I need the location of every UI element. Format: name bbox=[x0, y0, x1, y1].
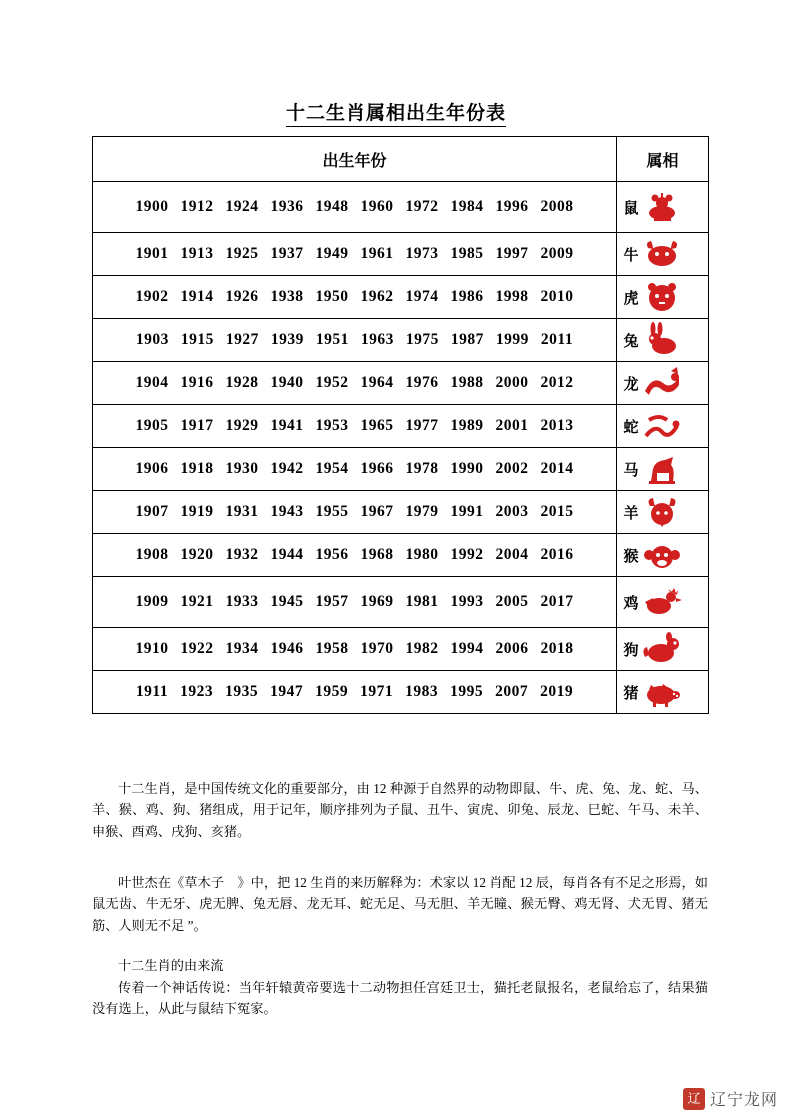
year-value: 1916 bbox=[180, 374, 214, 391]
sign-cell bbox=[617, 319, 709, 362]
year-value: 1901 bbox=[135, 245, 169, 262]
year-value: 1975 bbox=[405, 331, 439, 348]
year-value: 1935 bbox=[225, 683, 259, 700]
sign-cell bbox=[617, 534, 709, 577]
sign-inner bbox=[617, 577, 708, 627]
year-value: 1981 bbox=[405, 593, 439, 610]
rooster-icon bbox=[641, 584, 683, 620]
years-cell bbox=[93, 405, 617, 448]
page-title bbox=[0, 98, 792, 125]
year-value: 1905 bbox=[135, 417, 169, 434]
year-value: 2005 bbox=[495, 593, 529, 610]
year-value: 1911 bbox=[135, 683, 169, 700]
years-cell bbox=[93, 319, 617, 362]
sign-character: 鸡 bbox=[623, 595, 639, 612]
year-value: 1973 bbox=[405, 245, 439, 262]
year-value: 1965 bbox=[360, 417, 394, 434]
year-value: 2011 bbox=[540, 331, 574, 348]
year-value: 2007 bbox=[495, 683, 529, 700]
table-header-row bbox=[93, 137, 709, 182]
year-value: 2003 bbox=[495, 503, 529, 520]
year-value: 1940 bbox=[270, 374, 304, 391]
year-value: 1925 bbox=[225, 245, 259, 262]
sign-character: 兔 bbox=[623, 333, 639, 350]
year-value: 2012 bbox=[540, 374, 574, 391]
snake-icon bbox=[641, 408, 683, 444]
watermark-text: 辽宁龙网 bbox=[709, 1092, 778, 1109]
year-value: 1983 bbox=[405, 683, 439, 700]
sign-inner bbox=[617, 182, 708, 232]
year-value: 1978 bbox=[405, 460, 439, 477]
year-value: 2016 bbox=[540, 546, 574, 563]
year-value: 2009 bbox=[540, 245, 574, 262]
year-value: 1929 bbox=[225, 417, 259, 434]
paragraph-legend-heading-text: 十二生肖的由来流 bbox=[118, 958, 224, 973]
year-value: 1954 bbox=[315, 460, 349, 477]
year-value: 1944 bbox=[270, 546, 304, 563]
year-value: 1928 bbox=[225, 374, 259, 391]
year-value: 1989 bbox=[450, 417, 484, 434]
year-value: 1986 bbox=[450, 288, 484, 305]
year-value: 1947 bbox=[270, 683, 304, 700]
year-value: 1996 bbox=[495, 198, 529, 215]
year-value: 1992 bbox=[450, 546, 484, 563]
year-value: 1943 bbox=[270, 503, 304, 520]
years-cell bbox=[93, 671, 617, 714]
sign-character: 猪 bbox=[623, 685, 639, 702]
year-value: 1976 bbox=[405, 374, 439, 391]
year-value: 1913 bbox=[180, 245, 214, 262]
sign-cell bbox=[617, 448, 709, 491]
table-row bbox=[93, 182, 709, 233]
year-value: 1984 bbox=[450, 198, 484, 215]
year-value: 1960 bbox=[360, 198, 394, 215]
sign-inner bbox=[617, 671, 708, 713]
watermark bbox=[683, 1087, 778, 1110]
year-value: 1941 bbox=[270, 417, 304, 434]
year-value: 1990 bbox=[450, 460, 484, 477]
paragraph-legend-heading bbox=[92, 955, 708, 976]
year-value: 1951 bbox=[315, 331, 349, 348]
table-row bbox=[93, 233, 709, 276]
years-cell bbox=[93, 577, 617, 628]
sign-character: 牛 bbox=[623, 247, 639, 264]
year-value: 1920 bbox=[180, 546, 214, 563]
sign-character: 虎 bbox=[623, 290, 639, 307]
year-value: 1995 bbox=[450, 683, 484, 700]
year-value: 1968 bbox=[360, 546, 394, 563]
year-value: 1931 bbox=[225, 503, 259, 520]
year-value: 1967 bbox=[360, 503, 394, 520]
sign-character: 马 bbox=[623, 462, 639, 479]
pig-icon bbox=[641, 674, 683, 710]
table-row bbox=[93, 671, 709, 714]
year-value: 1914 bbox=[180, 288, 214, 305]
table-row bbox=[93, 405, 709, 448]
year-value: 2018 bbox=[540, 640, 574, 657]
table-row bbox=[93, 577, 709, 628]
year-value: 2010 bbox=[540, 288, 574, 305]
sign-cell bbox=[617, 491, 709, 534]
year-value: 1908 bbox=[135, 546, 169, 563]
year-value: 1991 bbox=[450, 503, 484, 520]
table-row bbox=[93, 628, 709, 671]
year-value: 1957 bbox=[315, 593, 349, 610]
year-value: 1903 bbox=[135, 331, 169, 348]
sign-inner bbox=[617, 534, 708, 576]
years-cell bbox=[93, 276, 617, 319]
year-value: 1902 bbox=[135, 288, 169, 305]
paragraph-intro-text: 十二生肖，是中国传统文化的重要部分，由 12 种源于自然界的动物即鼠、牛、虎、兔、龙、蛇、马、羊、猴、鸡、狗、猪组成，用于记年，顺序排列为子鼠、丑牛、寅虎、卯兔、辰龙、巳蛇、午马、未羊、申猴、酉鸡、戌狗、亥猪。 bbox=[92, 781, 708, 839]
year-value: 1912 bbox=[180, 198, 214, 215]
table-row bbox=[93, 534, 709, 577]
sign-cell bbox=[617, 671, 709, 714]
paragraph-legend-body bbox=[92, 977, 708, 1020]
year-value: 2001 bbox=[495, 417, 529, 434]
year-value: 1926 bbox=[225, 288, 259, 305]
year-value: 1963 bbox=[360, 331, 394, 348]
sign-cell bbox=[617, 276, 709, 319]
page-title-text: 十二生肖属相出生年份表 bbox=[286, 103, 506, 127]
rabbit-icon bbox=[641, 322, 683, 358]
years-cell bbox=[93, 448, 617, 491]
sign-inner bbox=[617, 362, 708, 404]
year-value: 1970 bbox=[360, 640, 394, 657]
horse-icon bbox=[641, 451, 683, 487]
year-value: 2019 bbox=[540, 683, 574, 700]
year-value: 1918 bbox=[180, 460, 214, 477]
sign-inner bbox=[617, 491, 708, 533]
year-value: 1959 bbox=[315, 683, 349, 700]
sign-cell bbox=[617, 405, 709, 448]
year-value: 2000 bbox=[495, 374, 529, 391]
year-value: 1938 bbox=[270, 288, 304, 305]
table-row bbox=[93, 362, 709, 405]
year-value: 1937 bbox=[270, 245, 304, 262]
years-cell bbox=[93, 534, 617, 577]
year-value: 1917 bbox=[180, 417, 214, 434]
year-value: 1930 bbox=[225, 460, 259, 477]
year-value: 2017 bbox=[540, 593, 574, 610]
monkey-icon bbox=[641, 537, 683, 573]
years-cell bbox=[93, 491, 617, 534]
year-value: 1979 bbox=[405, 503, 439, 520]
year-value: 1945 bbox=[270, 593, 304, 610]
year-value: 1904 bbox=[135, 374, 169, 391]
year-value: 2008 bbox=[540, 198, 574, 215]
year-value: 1971 bbox=[360, 683, 394, 700]
paragraph-origin-quote-text: 叶世杰在《草木子 》中，把 12 生肖的来历解释为：术家以 12 肖配 12 辰，每肖各有不足之形焉，如鼠无齿、牛无牙、虎无脾、兔无唇、龙无耳、蛇无足、马无胆、羊无瞳、猴无臀、鸡无肾、犬无胃、猪无 筋、人则无不足 ”。 bbox=[92, 875, 722, 933]
years-cell bbox=[93, 362, 617, 405]
year-value: 1956 bbox=[315, 546, 349, 563]
dragon-icon bbox=[641, 365, 683, 401]
sign-inner bbox=[617, 276, 708, 318]
year-value: 1910 bbox=[135, 640, 169, 657]
year-value: 1972 bbox=[405, 198, 439, 215]
year-value: 2002 bbox=[495, 460, 529, 477]
year-value: 1933 bbox=[225, 593, 259, 610]
sign-cell bbox=[617, 362, 709, 405]
table-header-years: 出生年份 bbox=[93, 137, 617, 182]
tiger-icon bbox=[641, 279, 683, 315]
year-value: 1964 bbox=[360, 374, 394, 391]
year-value: 1982 bbox=[405, 640, 439, 657]
year-value: 1961 bbox=[360, 245, 394, 262]
year-value: 1934 bbox=[225, 640, 259, 657]
sign-cell bbox=[617, 577, 709, 628]
sign-cell bbox=[617, 233, 709, 276]
year-value: 1966 bbox=[360, 460, 394, 477]
paragraph-intro bbox=[92, 778, 708, 842]
year-value: 1993 bbox=[450, 593, 484, 610]
year-value: 1974 bbox=[405, 288, 439, 305]
years-cell bbox=[93, 628, 617, 671]
table-row bbox=[93, 491, 709, 534]
sign-character: 羊 bbox=[623, 505, 639, 522]
year-value: 1909 bbox=[135, 593, 169, 610]
year-value: 1958 bbox=[315, 640, 349, 657]
year-value: 1942 bbox=[270, 460, 304, 477]
year-value: 1998 bbox=[495, 288, 529, 305]
year-value: 1927 bbox=[225, 331, 259, 348]
year-value: 1948 bbox=[315, 198, 349, 215]
sign-character: 狗 bbox=[623, 642, 639, 659]
year-value: 1952 bbox=[315, 374, 349, 391]
year-value: 1907 bbox=[135, 503, 169, 520]
year-value: 1919 bbox=[180, 503, 214, 520]
year-value: 1946 bbox=[270, 640, 304, 657]
sign-inner bbox=[617, 628, 708, 670]
sign-character: 蛇 bbox=[623, 419, 639, 436]
year-value: 1985 bbox=[450, 245, 484, 262]
goat-icon bbox=[641, 494, 683, 530]
years-cell bbox=[93, 233, 617, 276]
sign-cell bbox=[617, 628, 709, 671]
year-value: 1962 bbox=[360, 288, 394, 305]
year-value: 2013 bbox=[540, 417, 574, 434]
year-value: 1924 bbox=[225, 198, 259, 215]
year-value: 1999 bbox=[495, 331, 529, 348]
sign-inner bbox=[617, 319, 708, 361]
paragraph-legend-body-text: 传着一个神话传说：当年轩辕黄帝要选十二动物担任宫廷卫士，猫托老鼠报名，老鼠给忘了，结果猫没有选上，从此与鼠结下冤家。 bbox=[92, 980, 708, 1017]
year-value: 2004 bbox=[495, 546, 529, 563]
year-value: 1953 bbox=[315, 417, 349, 434]
year-value: 1980 bbox=[405, 546, 439, 563]
year-value: 1922 bbox=[180, 640, 214, 657]
table-row bbox=[93, 448, 709, 491]
year-value: 1969 bbox=[360, 593, 394, 610]
year-value: 2015 bbox=[540, 503, 574, 520]
year-value: 1988 bbox=[450, 374, 484, 391]
sign-cell bbox=[617, 182, 709, 233]
table-row bbox=[93, 276, 709, 319]
sign-inner bbox=[617, 233, 708, 275]
sign-inner bbox=[617, 448, 708, 490]
year-value: 1923 bbox=[180, 683, 214, 700]
sign-inner bbox=[617, 405, 708, 447]
year-value: 1977 bbox=[405, 417, 439, 434]
year-value: 2014 bbox=[540, 460, 574, 477]
dog-icon bbox=[641, 631, 683, 667]
year-value: 1949 bbox=[315, 245, 349, 262]
year-value: 1950 bbox=[315, 288, 349, 305]
year-value: 1997 bbox=[495, 245, 529, 262]
year-value: 1900 bbox=[135, 198, 169, 215]
sign-character: 龙 bbox=[623, 376, 639, 393]
paragraph-origin-quote bbox=[92, 872, 722, 936]
years-cell bbox=[93, 182, 617, 233]
year-value: 1987 bbox=[450, 331, 484, 348]
zodiac-year-table bbox=[92, 136, 709, 714]
watermark-badge: 辽 bbox=[683, 1088, 705, 1110]
year-value: 2006 bbox=[495, 640, 529, 657]
year-value: 1936 bbox=[270, 198, 304, 215]
year-value: 1994 bbox=[450, 640, 484, 657]
year-value: 1915 bbox=[180, 331, 214, 348]
year-value: 1939 bbox=[270, 331, 304, 348]
year-value: 1921 bbox=[180, 593, 214, 610]
table-row bbox=[93, 319, 709, 362]
rat-icon bbox=[641, 189, 683, 225]
year-value: 1906 bbox=[135, 460, 169, 477]
sign-character: 猴 bbox=[623, 548, 639, 565]
year-value: 1955 bbox=[315, 503, 349, 520]
year-value: 1932 bbox=[225, 546, 259, 563]
ox-icon bbox=[641, 236, 683, 272]
table-header-sign: 属相 bbox=[617, 137, 709, 182]
sign-character: 鼠 bbox=[623, 200, 639, 217]
